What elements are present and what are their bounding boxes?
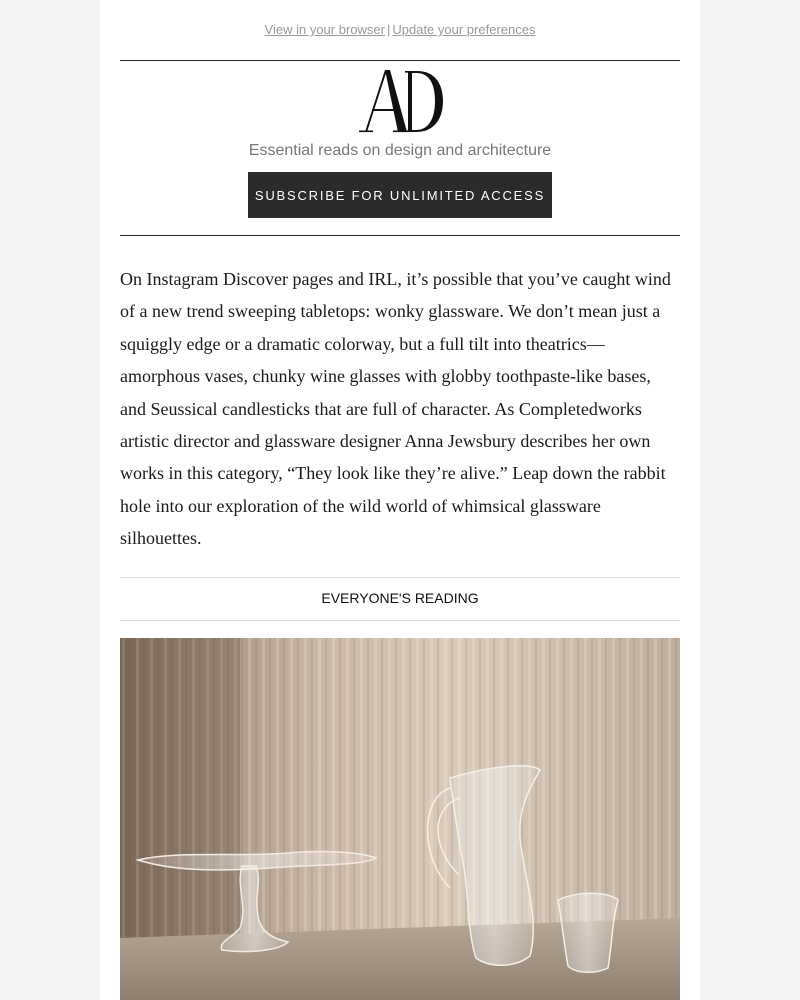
glassware-photo [120, 638, 680, 1000]
ad-logo-mark [355, 66, 445, 136]
subscribe-button[interactable]: SUBSCRIBE FOR UNLIMITED ACCESS [248, 172, 552, 218]
section-bottom-divider [120, 620, 680, 621]
email-container [100, 0, 700, 1000]
top-divider [120, 60, 680, 61]
hero-image-glassware[interactable] [120, 638, 680, 1000]
link-separator: | [386, 22, 391, 37]
view-in-browser-link[interactable]: View in your browser [264, 22, 385, 37]
header-bottom-divider [120, 235, 680, 236]
article-intro: On Instagram Discover pages and IRL, it’s possible that you’ve caught wind of a new trend sweeping tabletops: wonky glassware. We don’t mean just a squiggly edge or a dramatic colorway, but a full tilt into theatrics—amorphous vases, chunky wine glasses with globby toothpaste-like bases, and Seussical candlesticks that are full of character. As Completedworks artistic director and glassware designer Anna Jewsbury describes her own works in this category, “They look like they’re alive.” Leap down the rabbit hole into our exploration of the wild world of whimsical glassware silhouettes. [120, 269, 671, 549]
top-links [120, 22, 680, 37]
section-top-divider [120, 577, 680, 578]
tagline: Essential reads on design and architecture [248, 142, 552, 159]
ad-logo[interactable] [100, 66, 700, 141]
section-label-everyones-reading: EVERYONE'S READING [321, 590, 479, 606]
update-preferences-link[interactable]: Update your preferences [392, 22, 536, 37]
